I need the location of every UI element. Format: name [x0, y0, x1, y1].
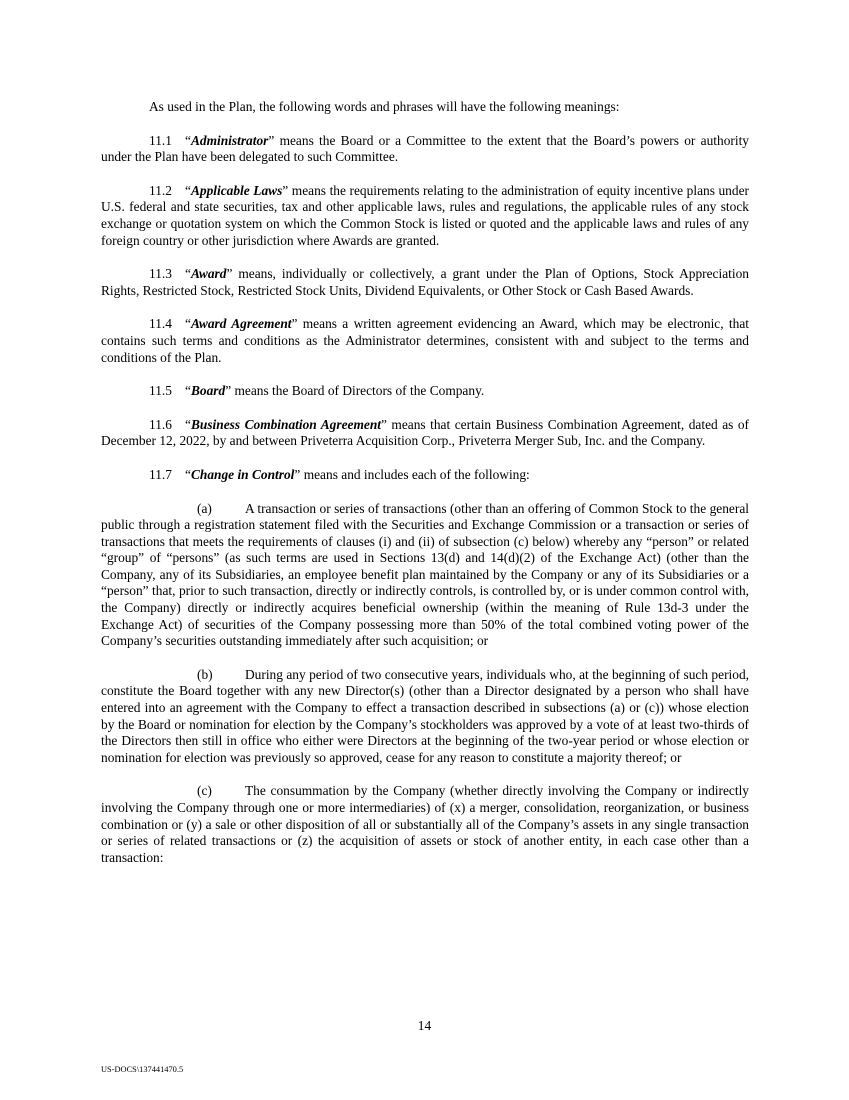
subsection-label: (c)	[197, 783, 212, 799]
definition-award-agreement	[101, 316, 749, 366]
defined-term: Award	[190, 266, 227, 282]
subsection-text: A transaction or series of transactions (other than an offering of Common Stock to the general public through a registration statement filed with the Securities and Exchange Commission or a transaction or series of transactions that meets the requirements of clauses (i) and (ii) of subsection (c) below) whereby any “person” or related “group” of “persons” (as such terms are used in Sections 13(d) and 14(d)(2) of the Exchange Act) (other than the Company, any of its Subsidiaries, an employee benefit plan maintained by the Company or any of its Subsidiaries or a “person” that, prior to such transaction, directly or indirectly controls, is controlled by, or is under common control with, the Company) directly or indirectly acquires beneficial ownership (within the meaning of Rule 13d-3 under the Exchange Act) of securities of the Company possessing more than 50% of the total combined voting power of the Company’s securities outstanding immediately after such acquisition; or	[101, 500, 749, 649]
document-body	[101, 99, 749, 883]
defined-term: Change in Control	[190, 466, 295, 482]
defined-term: Business Combination Agreement	[190, 416, 381, 432]
definition-text: ” means, individually or collectively, a grant under the Plan of Options, Stock Appreciation Rights, Restricted Stock, Restricted Stock Units, Dividend Equivalents, or Other Stock or Cash Based Awards.	[101, 266, 749, 298]
section-number: 11.1	[149, 132, 172, 148]
defined-term: Award Agreement	[190, 316, 292, 332]
open-quote: “	[185, 132, 191, 148]
definition-award	[101, 266, 749, 299]
section-number: 11.4	[149, 316, 172, 332]
subsection-c	[101, 783, 749, 866]
section-number: 11.2	[149, 182, 172, 198]
subsection-text: During any period of two consecutive years, individuals who, at the beginning of such period, constitute the Board together with any new Director(s) (other than a Director designated by a person who shall have entered into an agreement with the Company to effect a transaction described in subsections (a) or (c)) whose election by the Board or nomination for election by the Company’s stockholders was approved by a vote of at least two-thirds of the Directors then still in office who either were Directors at the beginning of the two-year period or whose election or nomination for election was previously so approved, cease for any reason to constitute a majority thereof; or	[101, 666, 749, 765]
section-number: 11.3	[149, 266, 172, 282]
definition-text: ” means that certain Business Combination Agreement, dated as of December 12, 2022, by and between Priveterra Acquisition Corp., Priveterra Merger Sub, Inc. and the Company.	[101, 416, 749, 449]
definition-change-in-control	[101, 467, 749, 484]
subsection-a	[101, 501, 749, 650]
definition-text: ” means the Board of Directors of the Company.	[225, 383, 485, 399]
definition-administrator	[101, 133, 749, 166]
open-quote: “	[185, 383, 191, 399]
subsection-text: The consummation by the Company (whether directly involving the Company or indirectly involving the Company through one or more intermediaries) of (x) a merger, consolidation, reorganization, or business combination or (y) a sale or other disposition of all or substantially all of the Company’s assets in any single transaction or series of related transactions or (z) the acquisition of assets or stock of another entity, in each case other than a transaction:	[101, 783, 749, 865]
definition-text: ” means the Board or a Committee to the extent that the Board’s powers or authority under the Plan have been delegated to such Committee.	[101, 132, 749, 165]
subsection-label: (a)	[197, 500, 212, 516]
section-number: 11.7	[149, 466, 172, 482]
intro-paragraph: As used in the Plan, the following words and phrases will have the following meanings:	[149, 99, 620, 114]
defined-term: Board	[190, 383, 226, 399]
subsection-label: (b)	[197, 666, 213, 682]
page-number: 14	[417, 1018, 432, 1033]
definition-business-combination-agreement	[101, 417, 749, 450]
definition-text: ” means and includes each of the following:	[294, 466, 530, 482]
definition-applicable-laws	[101, 183, 749, 249]
definition-text: ” means a written agreement evidencing an Award, which may be electronic, that contains such terms and conditions as the Administrator determines, consistent with and subject to the terms and conditions of the Plan.	[101, 316, 749, 365]
open-quote: “	[185, 466, 191, 482]
open-quote: “	[185, 316, 191, 332]
open-quote: “	[185, 416, 191, 432]
section-number: 11.6	[149, 416, 172, 432]
definition-board	[101, 383, 749, 400]
subsection-b	[101, 667, 749, 767]
defined-term: Applicable Laws	[190, 182, 283, 198]
definition-text: ” means the requirements relating to the administration of equity incentive plans under U.S. federal and state securities, tax and other applicable laws, rules and regulations, the applicable rules of any stock exchange or quotation system on which the Common Stock is listed or quoted and the applicable laws and rules of any foreign country or other jurisdiction where Awards are granted.	[101, 182, 749, 248]
open-quote: “	[185, 266, 191, 282]
section-number: 11.5	[149, 383, 172, 399]
document-id-footer: US-DOCS\137441470.5	[101, 1065, 184, 1074]
open-quote: “	[185, 182, 191, 198]
defined-term: Administrator	[190, 132, 269, 148]
